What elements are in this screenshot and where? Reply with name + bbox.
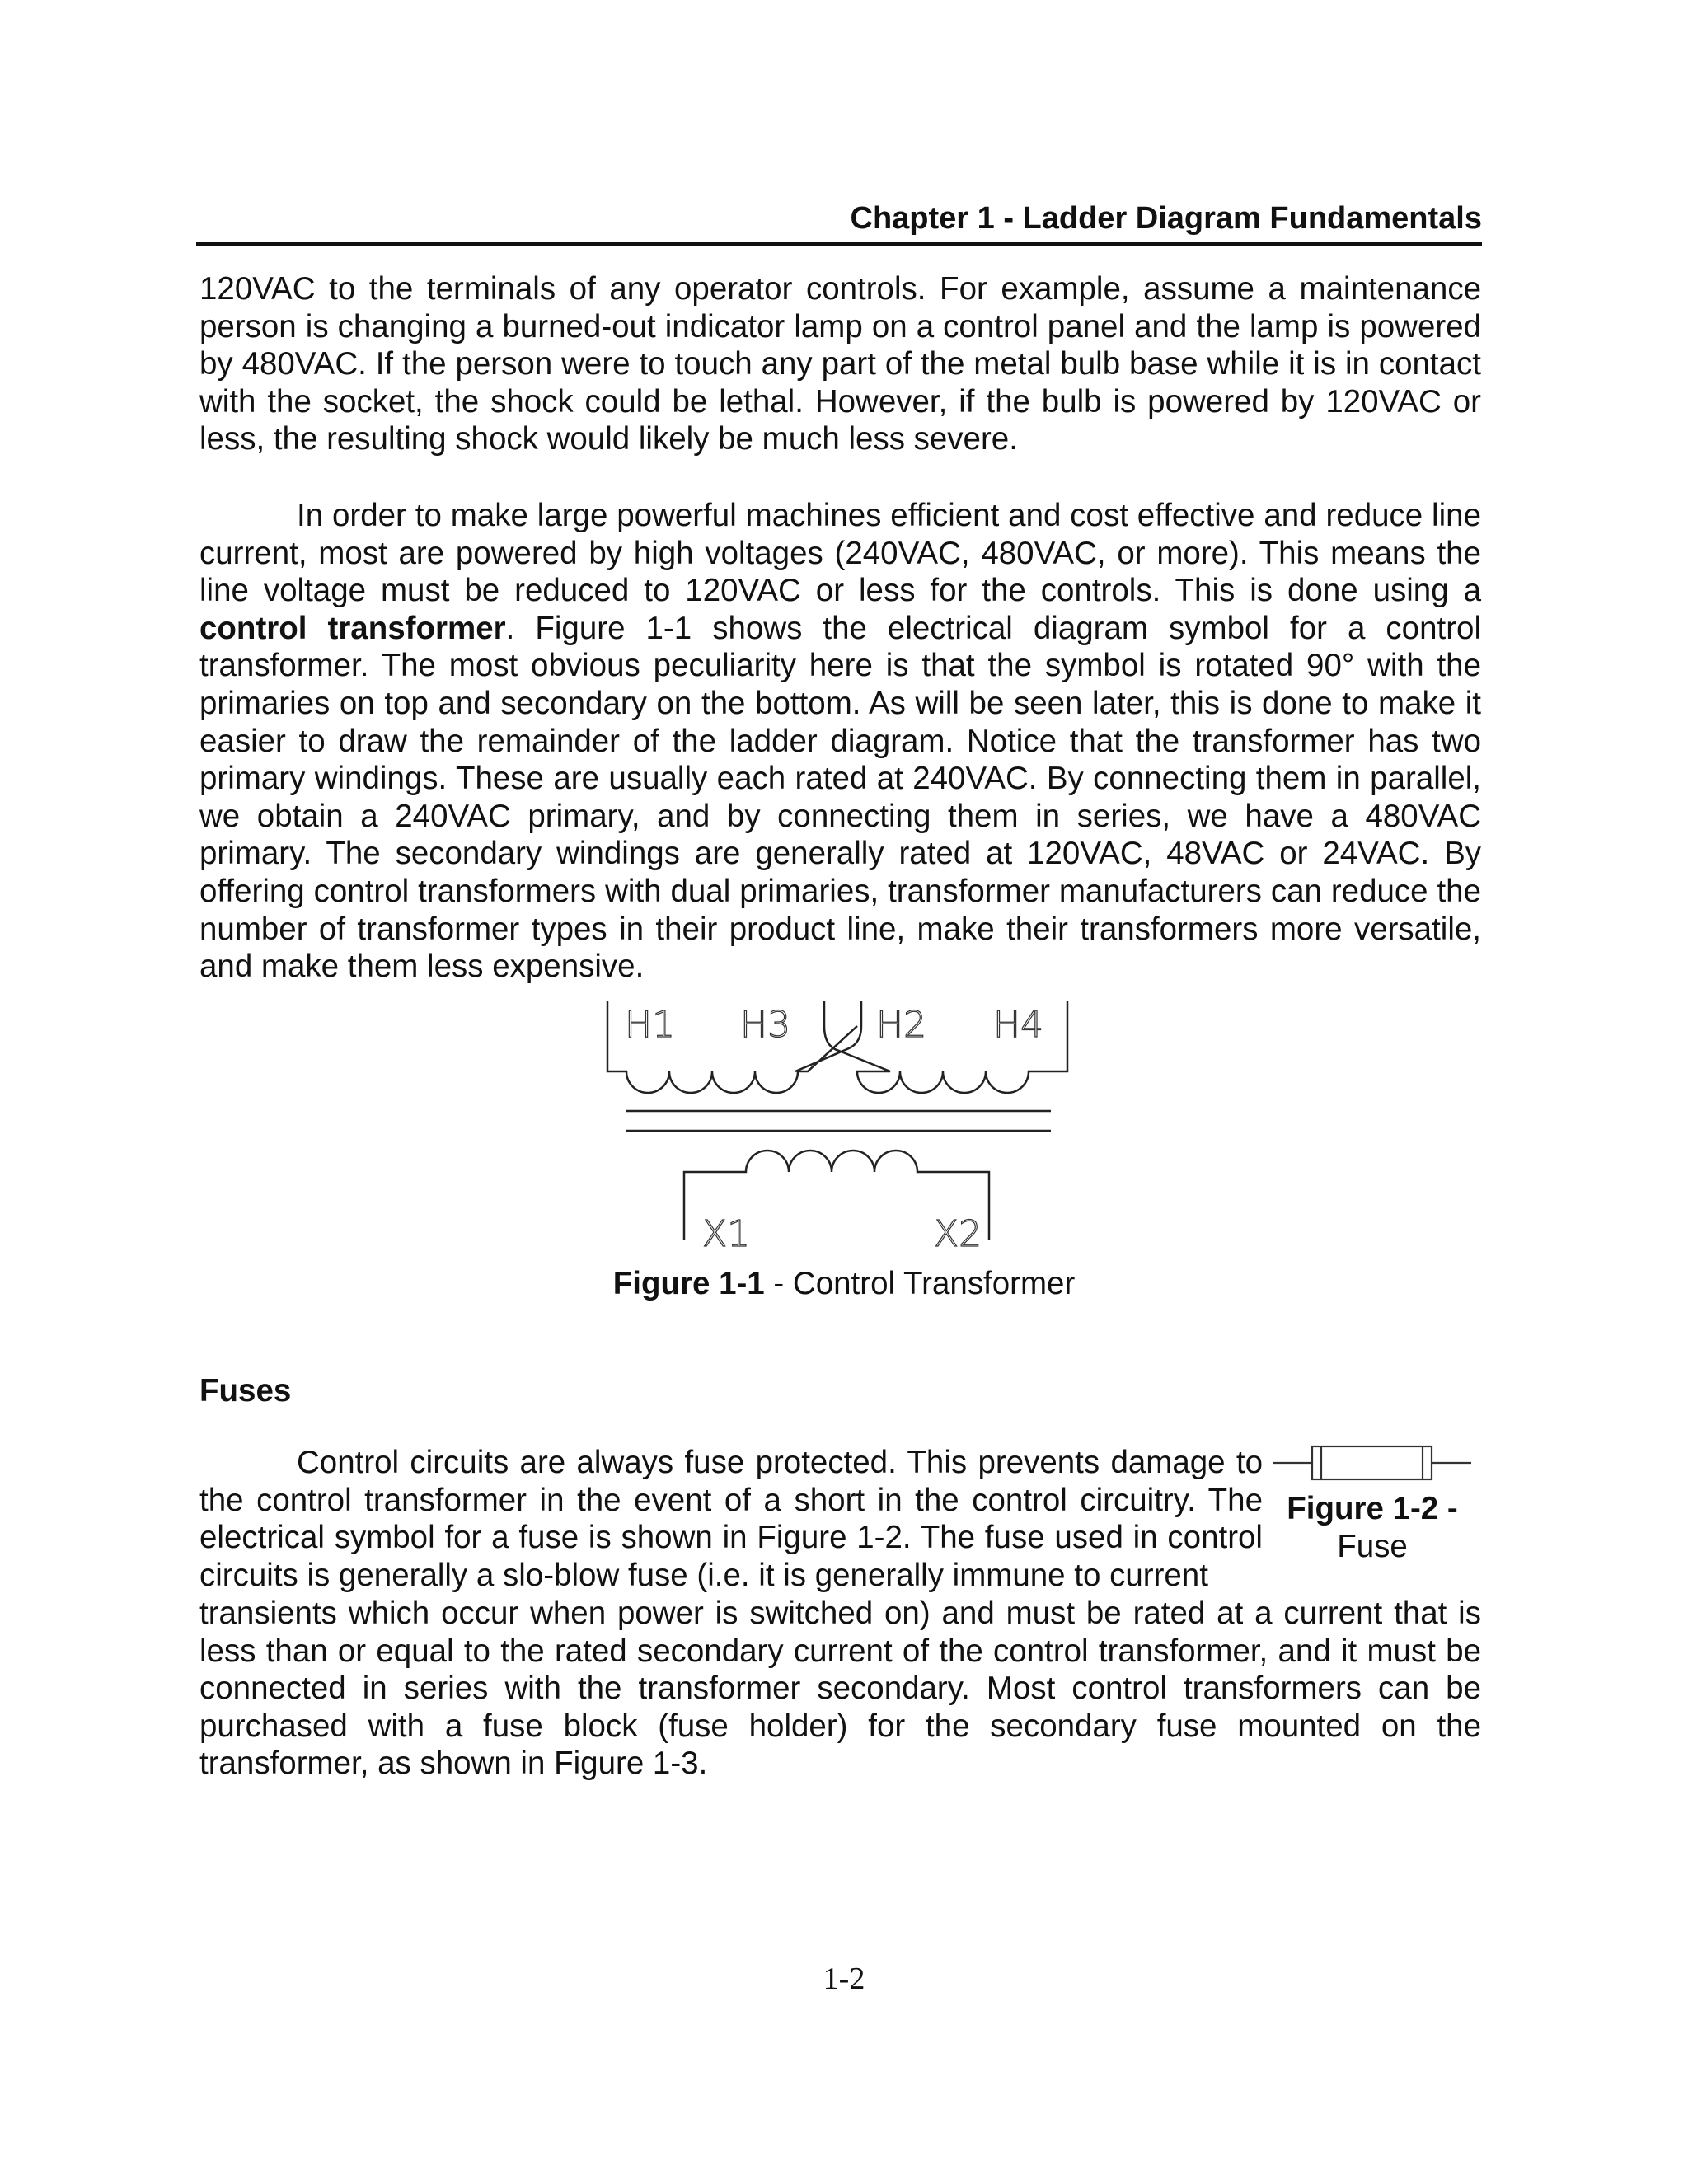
terminal-label-x2: X2 (934, 1213, 982, 1255)
chapter-header: Chapter 1 - Ladder Diagram Fundamentals (196, 199, 1482, 246)
h3-lead (824, 1001, 1067, 1093)
body-paragraph-2 (199, 497, 1481, 986)
primary-winding-1 (607, 1001, 857, 1093)
figure-1-1-caption (0, 1265, 1688, 1303)
figure-1-1-title: - Control Transformer (764, 1266, 1076, 1301)
terminal-label-h1: H1 (625, 1004, 676, 1046)
terminal-label-h4: H4 (993, 1004, 1044, 1046)
control-transformer-term: control transformer (199, 610, 506, 646)
figure-1-2-caption (1269, 1490, 1475, 1566)
figure-1-2-label: Figure 1-2 (1287, 1491, 1439, 1526)
figure-1-2-dash: - (1438, 1491, 1458, 1526)
page-number: 1-2 (823, 1961, 865, 1996)
body-paragraph-1: 120VAC to the terminals of any operator controls. For example, assume a maintenance person is changing a burned-out indicator lamp on a control panel and the lamp is powered by 480VAC. If the person were to touch any part of the metal bulb base while it is in contact with the socket, the shock could be lethal. However, if the bulb is powered by 120VAC or less, the resulting shock would likely be much less severe. (199, 271, 1481, 457)
secondary-winding (684, 1151, 989, 1240)
figure-1-1-label: Figure 1-1 (612, 1266, 765, 1301)
section-heading-fuses: Fuses (199, 1373, 292, 1408)
paragraph-2-text-end: . Figure 1-1 shows the electrical diagram symbol for a control transformer. The most obvious peculiarity here is that the symbol is rotated 90° with the primaries on top and secondary on the bottom. As will be seen later, this is done to make it easier to draw the remainder of the ladder diagram. Notice that the transformer has two primary windings. These are usually each rated at 240VAC. By connecting them in parallel, we obtain a 240VAC primary, and by connecting them in series, we have a 480VAC primary. The secondary windings are generally rated at 120VAC, 48VAC or 24VAC. By offering control transformers with dual primaries, transformer manufacturers can reduce the number of transformer types in their product line, make their transformers more versatile, and make them less expensive. (199, 610, 1481, 985)
terminal-label-h3: H3 (740, 1004, 791, 1046)
paragraph-3-text: Control circuits are always fuse protected. This prevents damage to the control transformer in the event of a short in the control circuitry. The electrical symbol for a fuse is shown in Figure 1-2. The fuse used in control circuits is generally a slo-blow fuse (i.e. it is generally immune to current (199, 1445, 1263, 1593)
terminal-label-h2: H2 (876, 1004, 927, 1046)
paragraph-2-text-start: In order to make large powerful machines efficient and cost effective and reduce line current, most are powered by high voltages (240VAC, 480VAC, or more). This means the line voltage must be reduced to 120VAC or less for the controls. This is done using a (199, 498, 1481, 609)
terminal-label-x1: X1 (702, 1213, 751, 1255)
body-paragraph-3 (199, 1444, 1263, 1594)
body-paragraph-4: transients which occur when power is switched on) and must be rated at a current that is less than or equal to the rated secondary current of the control transformer, and it must be connected in series with the transformer secondary. Most control transformers can be purchased with a fuse block (fuse holder) for the secondary fuse mounted on the transformer, as shown in Figure 1-3. (199, 1596, 1481, 1782)
h2-lead (795, 1001, 861, 1071)
figure-1-2-title: Fuse (1337, 1529, 1408, 1564)
